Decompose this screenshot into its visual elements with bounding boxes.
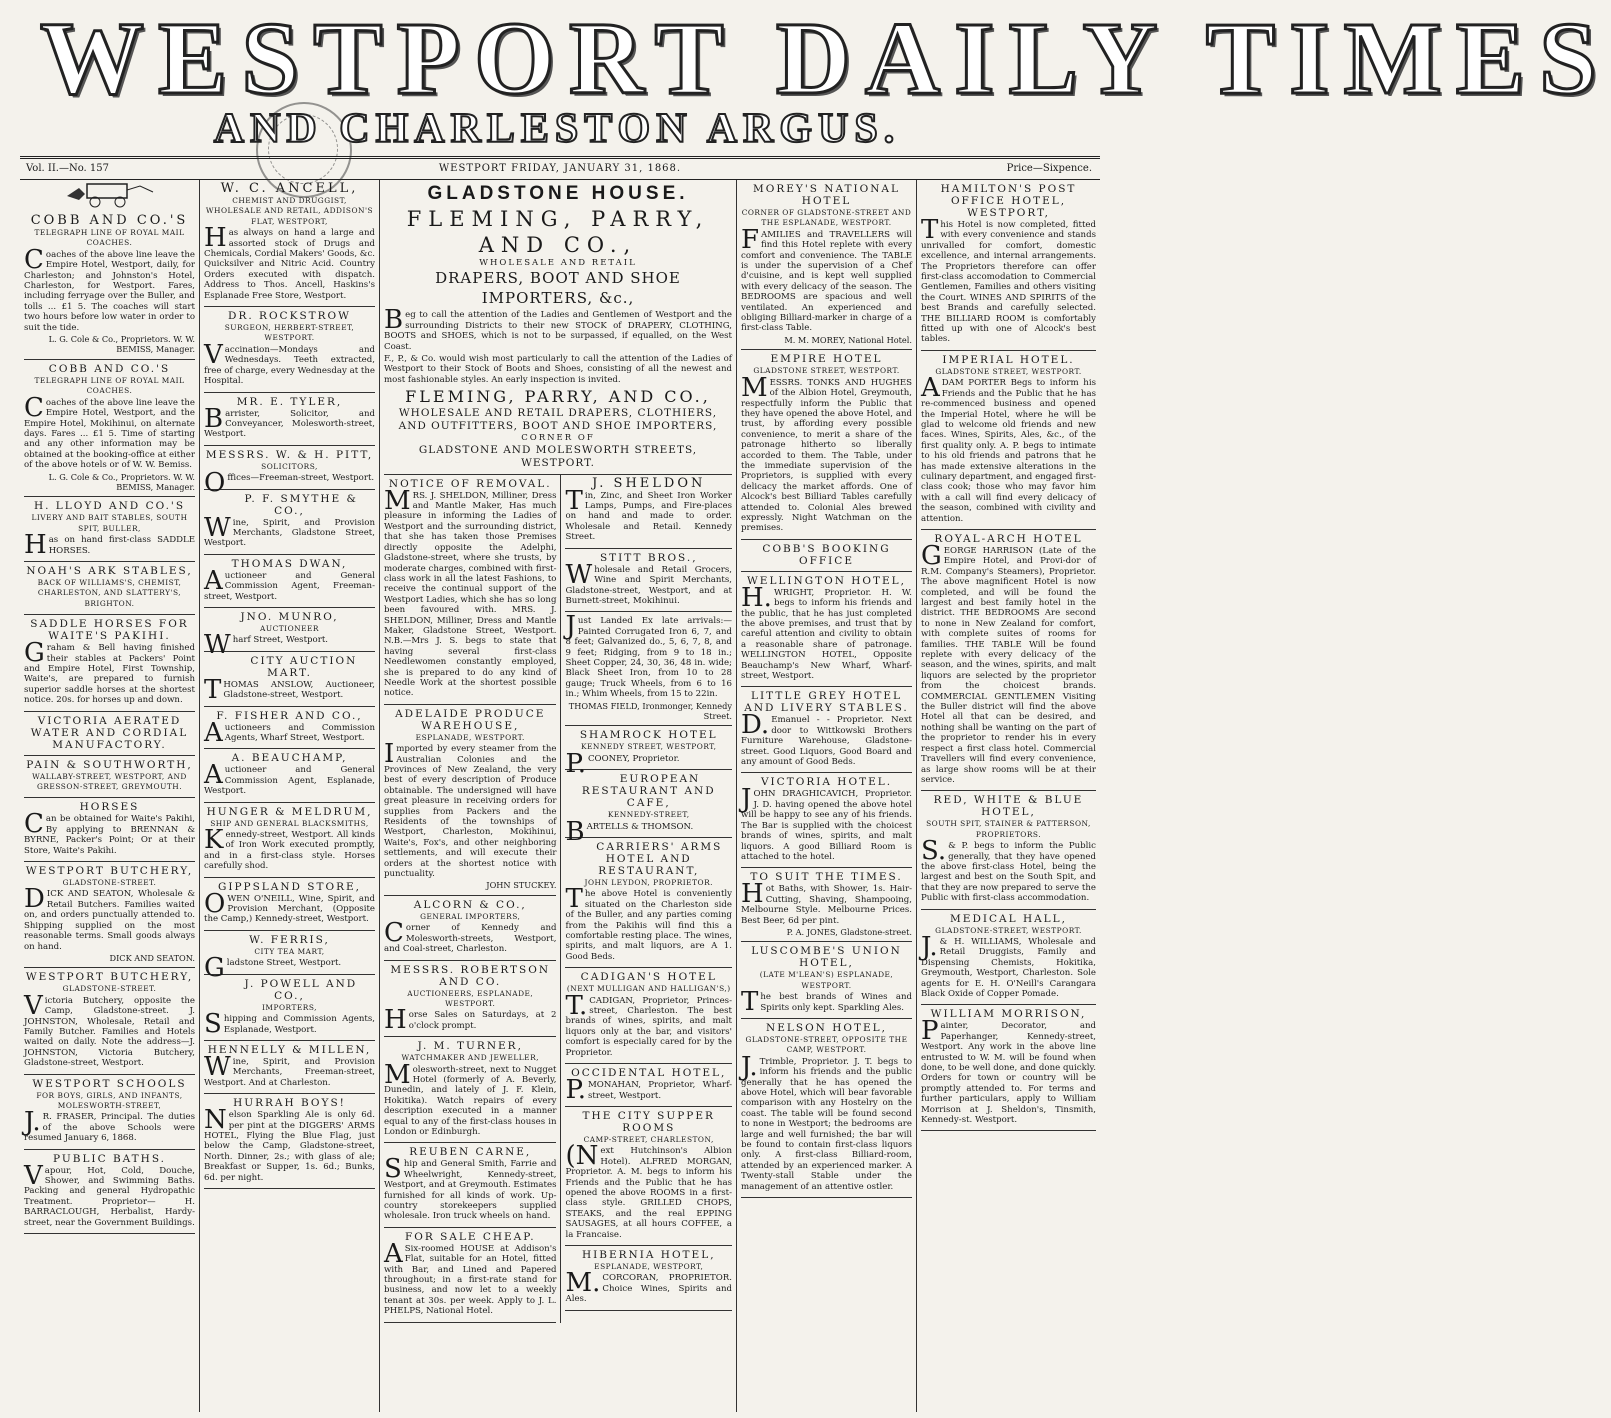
advert-body: Auctioneer and General Commission Agent, Esplanade, Westport. [204,760,375,797]
advert-subheading: LIVERY AND BAIT STABLES, SOUTH SPIT, BULLER, [31,513,188,533]
advertisement [204,180,375,307]
advert-body: ADAM PORTER Begs to inform his Friends and the Public that he has re-commenced business and opened the Imperial Hotel, where he will be glad to welcome old friends and new faces. Wines, Spirits, Ales, &c., of the first quality only. A. P. begs to intimate to his old friends and patrons that he has made extensive alterations in the culinary department, and engaged first-class cook; those who may favor him with a call will find every delicacy of the season, combined with civility and attention. [921,373,1096,524]
advert-body: (Next Hutchinson's Albion Hotel). ALFRED MORGAN, Proprietor. A. M. begs to inform his Friends and the Public that he has opened the above ROOMS in a first-class style. GRILLED CHOPS, STEAKS, and the real EPPING SAUSAGES, at all hours COFFEE, a la Francaise. [565,1141,732,1240]
advert-heading: A. BEAUCHAMP, [231,752,348,765]
advert-heading: ROYAL-ARCH HOTEL [934,532,1083,545]
advertisement [24,968,195,1074]
advert-heading: COBB AND CO.'S [30,213,189,228]
advert-body: Vapour, Hot, Cold, Douche, Shower, and Swimming Baths. Packing and general Hydropathic Treatment. Proprietor— H. BARRACLOUGH, Herbalist, Hardy-street, near the Government Buildings. [24,1160,195,1228]
advert-subheading: GLADSTONE STREET, WESTPORT. [935,366,1082,376]
advertisement [24,562,195,615]
mail-coach-icon [65,180,155,208]
advert-subheading: SOUTH SPIT, STAINER & PATTERSON, PROPRIETORS. [926,819,1091,839]
advert-heading: LUSCOMBE'S UNION HOTEL, [751,945,902,970]
advert-body: J.& H. WILLIAMS, Wholesale and Retail Druggists, Family and Dispensing Chemists, Hokitika, Greymouth, Westport, Charleston. Sole agents for E. H. O'Neill's Carangara Black Oxide of Copper Pomade. [921,931,1096,999]
advert-subheading: AUCTIONEERS, ESPLANADE, WESTPORT. [407,988,534,1008]
advertisement [565,1107,732,1246]
advert-body: Graham & Bell having finished their stables at Packers' Point and Empire Hotel, First Township, Waite's, are prepared to furnish superior saddle horses at the shortest notice. 20s. for horses up and down. [24,638,195,706]
advert-heading: PAIN & SOUTHWORTH, [26,758,193,771]
advertisement [565,475,732,549]
advertisement [384,961,556,1038]
hero-line-2: WHOLESALE AND RETAIL DRAPERS, CLOTHIERS, AND OUTFITTERS, BOOT AND SHOE IMPORTERS, [398,407,718,433]
advert-subheading: FOR BOYS, GIRLS, AND INFANTS, MOLESWORTH-STREET, [36,1090,183,1110]
advert-heading: STITT BROS., [599,551,698,564]
column-1 [20,180,200,1412]
advertisement [24,615,195,711]
advert-heading: RED, WHITE & BLUE HOTEL, [933,794,1084,819]
advert-body: Just Landed Ex late arrivals:— Painted Corrugated Iron 6, 7, and 8 feet; Galvanized do., 5, 6, 7, 8, and 9 feet; Ridging, from 9 to 18 in.; Sheet Copper, 24, 30, 36, 48 in. wide; Black Sheet Iron, from 10 to 28 gauge; Truck Wheels, from 6 to 16 in.; Whim Wheels, from 15 to 22in. [565,611,732,700]
advert-heading: REUBEN CARNE, [409,1146,532,1159]
advert-heading: NOTICE OF REMOVAL. [388,477,552,490]
advert-body: GEORGE HARRISON (Late of the Empire Hotel, and Provi-dor of R.M. Company's Steamers), Proprietor. The above magnificent Hotel is now completed, and will be found the largest and best family hotel in the district. THE BEDROOMS Are second to none in New Zealand for comfort, with complete suites of rooms for families. THE TABLE Will be found replete with every delicacy of the season, and the wines, spirits, and malt liquors are selected by the proprietor from the choicest brands. COMMERCIAL GENTLEMEN Visiting the Buller district will find the above Hotel all that can be desired, and nothing shall be wanting on the part of the proprietor to render his in every respect a first class hotel. Commercial Travellers will find every convenience, as large show rooms will be at their service. [921,540,1096,785]
advert-subheading: SURGEON, HERBERT-STREET, WESTPORT. [224,323,355,343]
advert-subheading: JOHN LEYDON, PROPRIETOR. [584,878,713,887]
gladstone-house-advert [384,180,732,475]
column-3-right [561,475,732,1323]
advert-heading: H. LLOYD AND CO.'S [33,500,186,513]
advert-subheading: GENERAL IMPORTERS, [420,911,521,921]
advert-body: Hot Baths, with Shower, 1s. Hair-Cutting, Shaving, Shampooing, Melbourne Style. Melbourne Prices. Best Beer, 6d per pint. [741,879,912,926]
advertisement [24,712,195,756]
advertisement [741,687,912,773]
advert-subheading: KENNEDY STREET, WESTPORT, [581,742,717,752]
column-4 [737,180,917,1412]
advertisement [204,555,375,608]
advert-signature: JOHN STUCKEY. [486,880,557,891]
advertisement [741,773,912,868]
hero-line: DRAPERS, BOOT AND SHOE IMPORTERS, &c., [435,269,681,308]
advert-heading: VICTORIA AERATED WATER AND CORDIAL MANUFACTORY. [30,714,189,751]
advert-subheading: SOLICITORS, [261,461,318,471]
advert-heading: HURRAH BOYS! [233,1097,346,1110]
advert-heading: LITTLE GREY HOTEL AND LIVERY STABLES. [744,690,909,715]
advert-heading: WESTPORT SCHOOLS [32,1077,187,1090]
advert-subheading: WATCHMAKER AND JEWELLER, [401,1053,539,1063]
advert-heading: SHAMROCK HOTEL [579,729,718,742]
advert-body: Nelson Sparkling Ale is only 6d. per pint at the DIGGERS' ARMS HOTEL, Flying the Blue Flag, just below the Camp, Gladstone-street, North. Dinner, 2s.; with glass of ale; Breakfast or Supper, 1s. 6d.; Bunks, 6d. per night. [204,1105,375,1183]
advert-heading: EMPIRE HOTEL [770,353,883,366]
advertisement [565,770,732,847]
advert-heading: OCCIDENTAL HOTEL, [571,1067,727,1080]
column-3-left [384,475,561,1323]
advertisement [204,1041,375,1094]
advert-body: Painter, Decorator, and Paperhanger, Kennedy-street, Westport. Any work in the above line entrusted to W. M. will be found when done, to be well done, and done quickly. Orders for town or country will be promptly attended to. For terms and further particulars, apply to William Morrison at J. Sheldon's, Tinsmith, Kennedy-st. Westport. [921,1016,1096,1126]
advert-body: Has on hand first-class SADDLE HORSES. [24,530,195,561]
volume-number: Vol. II.—No. 157 [26,163,109,174]
advert-heading: MOREY'S NATIONAL HOTEL [753,183,900,207]
advertisement [921,351,1096,530]
advertisement [204,490,375,555]
advert-body: J.Trimble, Proprietor. J. T. begs to inform his friends and the public generally that he has opened the above Hotel, which will bear favorable comparison with any Hostelry on the coast. The table will be found second to none in Westport; the bedrooms are large and well furnished; the bar will be found to contain first-class liquors only. A first-class Billiard-room, attended by an experienced marker. A Twenty-stall Stable under the management of an attentive ostler. [741,1051,912,1192]
advertisement [565,612,732,726]
advert-subheading: CITY TEA MART, [254,946,325,956]
hero-body-1: Beg to call the attention of the Ladies and Gentlemen of Westport and the surrounding Districts to their new STOCK of DRAPERY, CLOTHING, BOOTS and SHOES, which is not to be surpassed, if equalled, on the West Coast. [384,305,732,352]
advert-body: ASix-roomed HOUSE at Addison's Flat, suitable for an Hotel, fitted with Bar, and Lined and Papered throughout; in a first-rate stand for business, and now let to a weekly tenant at 30s. per week. Apply to J. L. PHELPS, National Hotel. [384,1238,557,1317]
advert-heading: ALCORN & CO., [413,898,527,911]
advert-subheading: SHIP AND GENERAL BLACKSMITHS, [210,818,369,828]
advert-subheading: GLADSTONE-STREET, WESTPORT. [935,925,1082,935]
advert-subheading: (LATE M'LEAN'S) ESPLANADE, WESTPORT. [759,970,894,990]
advert-body: The best brands of Wines and Spirits only kept. Sparkling Ales. [741,987,912,1018]
advertisement [204,707,375,750]
advertisement [921,910,1096,1006]
advert-heading: MESSRS. ROBERTSON AND CO. [390,963,551,988]
advert-heading: F. FISHER AND CO., [216,709,363,722]
advert-signature: L. G. Cole & Co., Proprietors. W. W. BEMISS, Manager. [48,334,195,355]
advertisement [384,1228,556,1323]
advert-heading: TO SUIT THE TIMES. [750,871,903,884]
advert-body: Shipping and Commission Agents, Esplanade, Westport. [204,1009,375,1040]
advertisement [24,798,195,862]
advert-body: Ship and General Smith, Farrie and Wheelwright, Kennedy-street, Westport, and at Greymouth. Estimates furnished for all kinds of work. Up-country storekeepers supplied wholesale. Iron truck wheels on hand. [384,1154,557,1222]
advert-heading: WELLINGTON HOTEL, [746,574,906,587]
advert-subheading: KENNEDY-STREET, [607,810,690,820]
advert-body: D.Emanuel - - Proprietor. Next door to Wittkowski Brothers Furniture Warehouse, Gladstone-street. Good Liquors, Good Board and any amount of Good Beds. [741,710,912,768]
advertisement [204,307,375,392]
advertisement [204,749,375,802]
issue-date: WESTPORT FRIDAY, JANUARY 31, 1868. [438,163,682,174]
advert-subheading: TELEGRAPH LINE OF ROYAL MAIL COACHES. [34,228,185,248]
advert-body: MRS. J. SHELDON, Milliner, Dress and Mantle Maker, Has much pleasure in informing the Ladies of Westport and the surrounding district, that she has taken those Premises directly opposite the Adelphi, Gladstone-street, where she trusts, by moderate charges, combined with first-class work in all the latest Fashions, to receive the continual support of the Westport Ladies, which she has so long been favoured with. MRS. J. SHELDON, Milliner, Dress and Mantle Maker, Gladstone Street, Westport. N.B.—Mrs J. S. begs to state that having several first-class Needlewomen constantly employed, she is prepared to do any kind of Needle Work at the shortest possible notice. [384,485,557,699]
advertisement [204,878,375,931]
advertisement [24,1150,195,1234]
advertisement [384,475,556,705]
advertisement [741,942,912,1019]
hero-body-2: F., P., & Co. would wish most particularly to call the attention of the Ladies of Westport to their Stock of Boots and Shoes, consisting of all the newest and most fashionable styles. An early inspection is invited. [384,354,732,385]
advert-subheading: TELEGRAPH LINE OF ROYAL MAIL COACHES. [34,375,185,396]
advert-heading: WESTPORT BUTCHERY, [25,865,194,878]
advert-heading: PUBLIC BATHS. [53,1152,166,1165]
advertisement [384,1143,556,1227]
advert-body: M.CORCORAN, PROPRIETOR. Choice Wines, Spirits and Ales. [565,1268,732,1305]
advert-heading: MESSRS. W. & H. PITT, [205,448,374,461]
advert-body: H.WRIGHT, Proprietor. H. W. begs to inform his friends and the public, that he has just completed the above premises, and trust that by careful attention and civility to obtain a reasonable share of patronage. WELLINGTON HOTEL, Opposite Beauchamp's New Wharf, Wharf-street, Westport. [741,582,912,682]
advert-body: P.MONAHAN, Proprietor, Wharf-street, Westport. [565,1075,732,1106]
masthead [0,0,1611,152]
advert-body: Offices—Freeman-street, Westport. [204,468,375,499]
advert-body: Auctioneers and Commission Agents, Wharf Street, Westport. [204,717,375,748]
advert-heading: HORSES [79,801,140,814]
advert-heading: FOR SALE CHEAP. [404,1230,536,1243]
advert-body: Wharf Street, Westport. [204,630,328,661]
hero-address: GLADSTONE AND MOLESWORTH STREETS, WESTPORT. [418,443,698,469]
advert-body: J.R. FRASER, Principal. The duties of the above Schools were resumed January 6, 1868. [24,1107,195,1144]
advert-heading: CITY AUCTION MART. [250,654,358,679]
advert-heading: COBB'S BOOKING OFFICE [762,542,891,567]
advert-subheading: GLADSTONE-STREET, OPPOSITE THE CAMP, WESTPORT. [745,1034,908,1055]
advert-body: BARTELLS & THOMSON. [565,816,694,847]
advert-heading: SADDLE HORSES FOR WAITE'S PAKIHI. [30,618,189,643]
advert-heading: WILLIAM MORRISON, [930,1008,1087,1021]
price: Price—Sixpence. [1006,163,1092,174]
advert-body: FAMILIES and TRAVELLERS will find this Hotel replete with every comfort and convenience. The TABLE is under the supervision of a Chef d'cuisine, and is kept well supplied with every delicacy of the season. The BEDROOMS are spacious and well ventilated. An experienced and obliging Billiard-marker in charge of a first-class Table. [741,224,912,334]
advert-subheading: WALLABY-STREET, WESTPORT, AND GRESSON-STREET, GREYMOUTH. [32,771,187,792]
advertisement [24,497,195,562]
advertisement [24,756,195,799]
advert-heading: J. M. TURNER, [417,1040,523,1053]
advert-body: Gladstone Street, Westport. [204,953,342,984]
advert-heading: THOMAS DWAN, [231,557,348,570]
advertisement [565,1246,732,1311]
advert-heading: IMPERIAL HOTEL. [942,353,1075,366]
advert-body: DICK AND SEATON, Wholesale & Retail Butchers. Families waited on, and orders punctually attended to. Shipping supplied on the most reasonable terms. Small goods always on hand. [24,884,195,952]
advert-body: Wine, Spirit, and Provision Merchants, Gladstone Street, Westport. [204,512,375,549]
advert-heading: EUROPEAN RESTAURANT AND CAFE, [581,773,716,810]
advert-heading: HENNELLY & MILLEN, [207,1043,372,1056]
advert-body: Tin, Zinc, and Sheet Iron Worker Lamps, Pumps, and Fire-places on hand and made to order. Wholesale and Retail. Kennedy Street. [565,485,732,543]
column-3 [380,180,737,1412]
advertisement [384,1037,556,1143]
advert-body: Horse Sales on Saturdays, at 2 o'clock prompt. [384,1005,557,1036]
advert-heading: HAMILTON'S POST OFFICE HOTEL, WESTPORT, [940,183,1077,219]
advert-body: Can be obtained for Waite's Pakihi, By applying to BRENNAN & BYRNE, Packer's Point; Or at their Store, Waite's Pakihi. [24,809,195,856]
advert-subheading: ESPLANADE, WESTPORT, [594,1261,704,1271]
columns [20,180,1100,1412]
advert-body: Vaccination—Mondays and Wednesdays. Teeth extracted, free of charge, every Wednesday at the Hospital. [204,339,375,387]
advert-body: JOHN DRAGHICAVICH, Proprietor. J. D. having opened the above hotel will be happy to see any of his friends. The Bar is supplied with the choicest brands of wines, spirits, and malt liquors. A good Billiard Room is attached to the hotel. [741,784,912,862]
advert-body: Coaches of the above line leave the Empire Hotel, Westport, daily, for Charleston; and Johnston's Hotel, Charleston, for Westport. Fares, including ferryage over the Buller, and tolls ... £1 5. The coaches will start two hours before low water in order to suit the tide. [24,244,195,333]
column-3-split [384,475,732,1323]
hero-corner: CORNER OF [521,433,595,444]
advert-body: Coaches of the above line leave the Empire Hotel, Westport, and the Empire Hotel, Mokihinui, on alternate days. Fares ... £1 5. Time of starting and any other information may be obtained at the booking-office at either of the above hotels or of W. W. Bemiss. [24,392,195,471]
advertisement [741,572,912,688]
advert-subheading: GLADSTONE-STREET. [62,984,157,994]
hero-house: GLADSTONE HOUSE. [427,183,689,204]
advert-heading: THE CITY SUPPER ROOMS [582,1109,715,1134]
advertisement [741,868,912,942]
dateline [20,156,1100,180]
advert-heading: ADELAIDE PRODUCE WAREHOUSE, [395,707,546,732]
advertisement [741,180,912,350]
advert-body: Barrister, Solicitor, and Conveyancer, Molesworth-street, Westport. [204,403,375,440]
advertisement [204,393,375,446]
advert-body: Imported by every steamer from the Australian Colonies and the Provinces of New Zealand, the very best of every description of Produce obtainable. The undersigned will have great pleasure in receiving orders for supplies from Packers and the Residents of the townships of Westport, Charleston, Mokihinui, Waite's, Fox's, and other neighboring settlements, and will execute their orders at the shortest notice with punctuality. [384,739,557,880]
advert-body: Molesworth-street, next to Nugget Hotel (formerly of A. Beverly, Dunedin, and lately of J. F. Klein, Hokitika). Watch repairs of every description executed in a manner equal to any of the first-class houses in London or Edinburgh. [384,1059,557,1137]
advert-signature: DICK AND SEATON. [109,952,195,963]
column-2 [200,180,380,1412]
hero-trade: WHOLESALE AND RETAIL [479,258,637,268]
advert-heading: HUNGER & MELDRUM, [206,805,373,818]
advertisement [565,549,732,613]
advert-signature: M. M. MOREY, National Hotel. [784,334,912,345]
advertisement [204,803,375,878]
advert-body: Wine, Spirit, and Provision Merchants, Freeman-street, Westport. And at Charleston. [204,1051,375,1088]
advert-body: S.& P. begs to inform the Public generally, that they have opened the above first-class Hotel, being the largest and best on the South Spit, and that they are now prepared to serve the Public with first-class accommodation. [921,836,1096,904]
advert-heading: CADIGAN'S HOTEL [580,971,717,984]
advertisement [921,1005,1096,1131]
advertisement [741,1019,912,1198]
advert-subheading: ESPLANADE, WESTPORT. [415,732,525,742]
advert-heading: HIBERNIA HOTEL, [581,1248,716,1261]
advertisement [565,968,732,1064]
advert-body: MESSRS. TONKS AND HUGHES of the Albion Hotel, Greymouth, respectfully inform the Public that they have opened the above Hotel, and trust, by affording every possible convenience, to merit a share of the patronage hitherto so liberally accorded to them. The Table, under the immediate supervision of the Proprietors, is supplied with every delicacy the market affords. One of Alcock's best Billiard Tables carefully attended to. Colonial Ales brewed expressly. Night Watchman on the premises. [741,372,912,534]
advert-body: T.CADIGAN, Proprietor, Princes-street, Charleston. The best brands of wines, spirits, and malt liquors only at the bar, and visitors' comfort is especially cared for by the Proprietor. [565,990,732,1058]
advertisement [204,975,375,1041]
advert-heading: JNO. MUNRO, [240,610,339,623]
advert-heading: W. C. ANCELL, [220,181,359,196]
advert-body: The above Hotel is conveniently situated on the Charleston side of the Buller, and any parties coming from the Pakihis will find this a comfortable resting place. The wines, spirits, and malt liquors, are A 1. Good Beds. [565,884,732,962]
advert-heading: P. F. SMYTHE & CO., [244,492,358,517]
advert-heading: VICTORIA HOTEL. [760,776,893,789]
advertisement [921,530,1096,791]
advert-subheading: GLADSTONE STREET, WESTPORT. [753,366,900,376]
advert-heading: WESTPORT BUTCHERY, [25,971,194,984]
advert-heading: GIPPSLAND STORE, [217,880,362,893]
advertisement [741,350,912,540]
advertisement [384,705,556,896]
advert-heading: MR. E. TYLER, [236,395,343,408]
advertisement [741,540,912,572]
advertisement [565,726,732,779]
advert-body: Has always on hand a large and assorted stock of Drugs and Chemicals, Cordial Makers' Goods, &c. Quicksilver and Nitric Acid. Country Orders executed with dispatch. Address to Thos. Ancell, Haskins's Esplanade Free Store, Westport. [204,223,375,301]
advertisement [204,446,375,499]
advertisement [921,791,1096,909]
advertisement [24,360,195,497]
advert-subheading: IMPORTERS, [262,1002,317,1012]
masthead-title: WESTPORT DAILY TIMES [40,1,1611,116]
advert-body: OWEN O'NEILL, Wine, Spirit, and Provision Merchant, (Opposite the Camp,) Kennedy-street, Westport. [204,888,375,925]
advert-heading: MEDICAL HALL, [950,912,1067,925]
advert-body: Auctioneer and General Commission Agent, Freeman-street, Westport. [204,565,375,602]
advertisement [204,1094,375,1189]
advert-subheading: CHEMIST AND DRUGGIST, WHOLESALE AND RETAIL, ADDISON'S FLAT, WESTPORT, [205,196,374,226]
advert-body: P.COONEY, Proprietor. [565,748,680,779]
advert-subheading: AUCTIONEER [260,623,319,633]
advert-subheading: BACK OF WILLIAMS'S, CHEMIST, CHARLESTON, AND SLATTERY'S, BRIGHTON. [37,577,182,608]
advert-body: Kennedy-street, Westport. All kinds of Iron Work executed promptly, and in a first-class style. Horses carefully shod. [204,825,375,872]
advertisement [204,931,375,984]
advertisement [204,652,375,707]
advert-body: THOMAS ANSLOW, Auctioneer, Gladstone-street, Westport. [204,674,375,705]
advert-signature: P. A. JONES, Gladstone-street. [786,926,912,937]
advert-body: Victoria Butchery, opposite the Camp, Gladstone-street. J. JOHNSTON, Wholesale, Retail and Family Butcher. Families and Hotels waited on daily. Note the address—J. JOHNSTON, Victoria Butchery, Gladstone-street, Westport. [24,990,195,1069]
advert-body: Corner of Kennedy and Molesworth-streets, Westport, and Coal-street, Charleston. [384,918,557,955]
advert-heading: W. FERRIS, [249,933,330,946]
advert-signature: L. G. Cole & Co., Proprietors. W. W. BEMISS, Manager. [48,471,195,492]
advert-heading: NELSON HOTEL, [766,1021,887,1034]
hero-firm-2: FLEMING, PARRY, AND CO., [405,387,711,407]
advert-heading: COBB AND CO.'S [48,362,171,375]
hero-firm: FLEMING, PARRY, AND CO., [406,207,710,257]
advertisement [24,212,195,360]
masthead-subtitle: AND CHARLESTON ARGUS. [213,106,901,152]
advertisement [921,180,1096,351]
advertisement [24,862,195,968]
advert-subheading: (NEXT MULLIGAN AND HALLIGAN'S,) [566,984,731,994]
advert-heading: DR. ROCKSTROW [228,310,351,323]
advertisement [24,1075,195,1150]
advert-subheading: CAMP-STREET, CHARLESTON, [583,1134,714,1144]
advert-heading: NOAH'S ARK STABLES, [26,564,193,577]
advertisement [565,1064,732,1107]
advertisement [384,896,556,961]
advert-heading: J. POWELL AND CO., [244,977,358,1002]
advert-signature: THOMAS FIELD, Ironmonger, Kennedy Street. [568,700,732,721]
advert-heading: CARRIERS' ARMS HOTEL AND RESTAURANT, [596,841,723,877]
advertisement [204,608,375,661]
advert-subheading: GLADSTONE-STREET. [62,878,157,888]
advert-body: This Hotel is now completed, fitted with every convenience and stands unrivalled for comfort, domestic excellence, and internal arrangements. The Proprietors therefore can offer first-class accomodation to Commercial Gentlemen, Families and others visiting the Court. WINES AND SPIRITS of the best Brands and carefully selected. THE BILLIARD ROOM is comfortably fitted up with one of Alcock's best tables. [921,215,1096,345]
advert-subheading: CORNER OF GLADSTONE-STREET AND THE ESPLANADE, WESTPORT. [741,208,912,228]
advert-heading: J. SHELDON [592,475,706,491]
advert-body: Wholesale and Retail Grocers, Wine and Spirit Merchants, Gladstone-street, Westport, and at Burnett-street, Mokihinui. [565,559,732,606]
column-5 [917,180,1100,1412]
advertisement [565,838,732,968]
